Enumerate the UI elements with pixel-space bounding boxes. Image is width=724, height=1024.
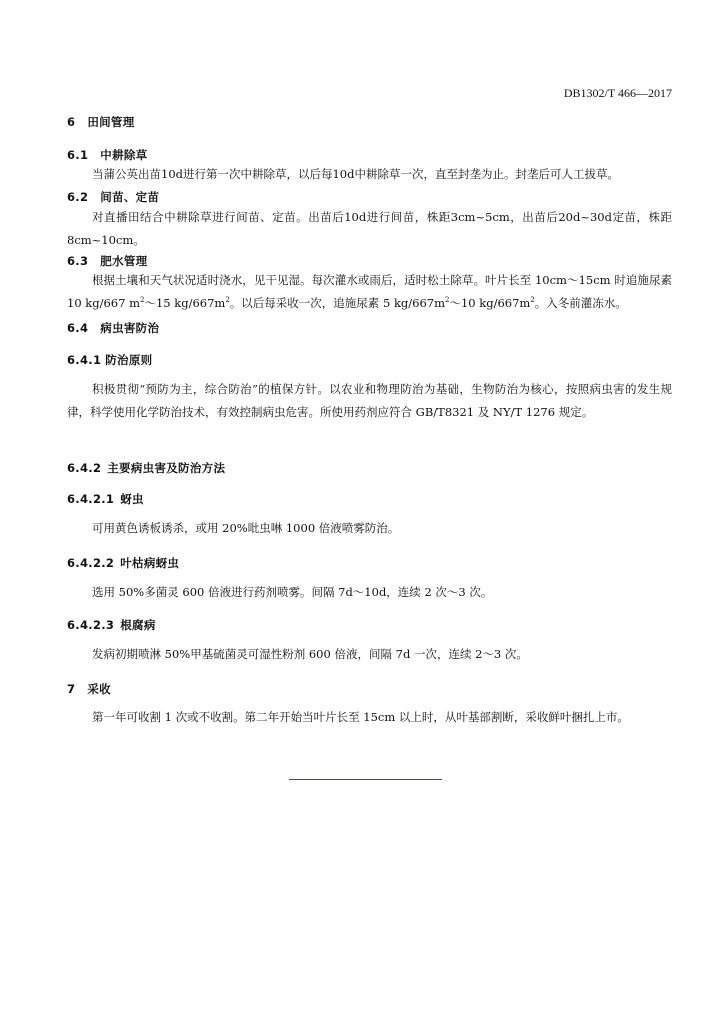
section-number: 6.4.1: [67, 353, 102, 367]
superscript: 2: [140, 296, 145, 305]
section-title: 根腐病: [120, 618, 156, 632]
section-number: 6.4: [67, 321, 89, 335]
section-title: 间苗、定苗: [100, 190, 160, 204]
section-6-2-paragraph: 对直播田结合中耕除草进行间苗、定苗。出苗后10d进行间苗，株距3cm~5cm，出苗后20d~30d定苗，株距8cm~10cm。: [67, 210, 672, 247]
section-6-4-heading: [67, 320, 159, 336]
section-6-4-2-2-heading: [67, 555, 179, 571]
section-title: 中耕除草: [100, 148, 148, 162]
section-6-3-paragraph: [67, 269, 672, 315]
section-number: 6.3: [67, 254, 89, 268]
end-rule: [289, 779, 442, 780]
section-6-4-2-3-paragraph: 发病初期喷淋 50%甲基硫菌灵可湿性粉剂 600 倍液，间隔 7d 一次，连续 2～3 次。: [92, 647, 528, 661]
section-title: 主要病虫害及防治方法: [107, 461, 226, 475]
superscript: 2: [445, 296, 450, 305]
section-6-1-heading: [67, 147, 147, 163]
section-title: 防治原则: [105, 353, 153, 367]
section-6-4-2-3-heading: [67, 617, 156, 633]
section-number: 7: [67, 682, 76, 696]
section-6-4-2-1-paragraph: 可用黄色诱板诱杀，或用 20%吡虫啉 1000 倍液喷雾防治。: [92, 521, 400, 535]
text-run: ～10 kg/667m: [449, 296, 531, 310]
text-run: 。入冬前灌冻水。: [534, 296, 627, 310]
superscript: 2: [530, 296, 535, 305]
section-7-paragraph: 第一年可收割 1 次或不收割。第二年开始当叶片长至 15cm 以上时，从叶基部割断，采收鲜叶捆扎上市。: [92, 710, 629, 724]
section-6-4-1-heading: [67, 352, 152, 368]
text-run: ～15 kg/667m: [144, 296, 226, 310]
text-run: 。以后每采收一次，追施尿素 5 kg/667m: [229, 296, 445, 310]
section-title: 病虫害防治: [100, 321, 160, 335]
section-6-heading: [67, 114, 135, 130]
section-6-4-2-1-heading: [67, 491, 144, 507]
section-number: 6.4.2.3: [67, 618, 115, 632]
section-title: 蚜虫: [120, 492, 144, 506]
section-number: 6.1: [67, 148, 89, 162]
section-title: 叶枯病蚜虫: [120, 556, 180, 570]
section-6-2-heading: [67, 189, 159, 205]
superscript: 2: [225, 296, 230, 305]
section-title: 田间管理: [87, 115, 135, 129]
section-number: 6.4.2.1: [67, 492, 115, 506]
section-6-4-2-heading: [67, 460, 225, 476]
section-number: 6.4.2.2: [67, 556, 115, 570]
section-7-heading: [67, 681, 111, 697]
section-title: 采收: [87, 682, 111, 696]
section-6-1-paragraph: 当蒲公英出苗10d进行第一次中耕除草，以后每10d中耕除草一次，直至封垄为止。封垄后可人工拔草。: [92, 167, 619, 181]
section-number: 6.2: [67, 190, 89, 204]
section-6-4-2-2-paragraph: 选用 50%多菌灵 600 倍液进行药剂喷雾。间隔 7d～10d，连续 2 次～3 次。: [92, 585, 493, 599]
section-6-3-heading: [67, 253, 147, 269]
section-number: 6.4.2: [67, 461, 102, 475]
text-run: 根据土壤和天气状况适时浇水，见干见湿。每次灌水或雨后，适时松土除草。叶片长至 10cm～15cm 时追施尿素 10 kg/667 m: [67, 273, 672, 310]
section-6-4-1-paragraph: 积极贯彻“预防为主，综合防治”的植保方针。以农业和物理防治为基础，生物防治为核心，按照病虫害的发生规律，科学使用化学防治技术，有效控制病虫危害。所使用药剂应符合 GB/T8321 及 NY/T 1276 规定。: [67, 382, 672, 419]
section-title: 肥水管理: [100, 254, 148, 268]
standard-code: DB1302/T 466—2017: [563, 86, 672, 100]
section-number: 6: [67, 115, 76, 129]
